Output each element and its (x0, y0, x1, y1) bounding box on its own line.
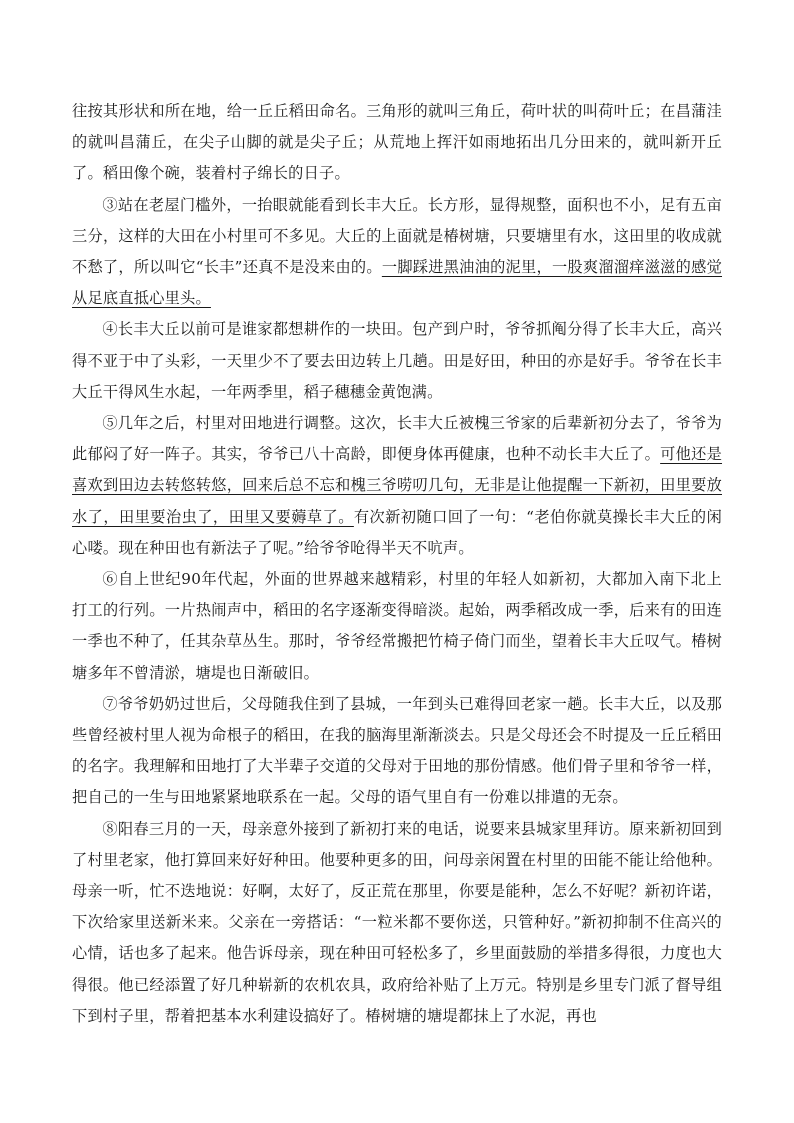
paragraph-5 (72, 408, 722, 564)
paragraph-6-text: ⑥自上世纪90年代起，外面的世界越来越精彩，村里的年轻人如新初，大都加入南下北上打工的行列。一片热闹声中，稻田的名字逐渐变得暗淡。起始，两季稻改成一季，后来有的田连一季也不种了，任其杂草丛生。那时，爷爷经常搬把竹椅子倚门而坐，望着长丰大丘叹气。椿树塘多年不曾清淤，塘堤也日渐破旧。 (72, 570, 722, 682)
paragraph-4-text: ④长丰大丘以前可是谁家都想耕作的一块田。包产到户时，爷爷抓阄分得了长丰大丘，高兴得不亚于中了头彩，一天里少不了要去田边转上几趟。田是好田，种田的亦是好手。爷爷在长丰大丘干得风生水起，一年两季里，稻子穗穗金黄饱满。 (72, 320, 722, 401)
paragraph-7 (72, 689, 722, 814)
paragraph-6 (72, 564, 722, 689)
paragraph-3 (72, 190, 722, 315)
paragraph-8 (72, 814, 722, 1032)
article-body (72, 96, 722, 1032)
paragraph-3-text: ③站在老屋门槛外，一抬眼就能看到长丰大丘。长方形，显得规整，面积也不小，足有五亩三分，这样的大田在小村里可不多见。大丘的上面就是椿树塘，只要塘里有水，这田里的收成就不愁了，所以叫它“长丰”还真不是没来由的。 (72, 195, 722, 277)
paragraph-5-underlined-sentence: 可他还是喜欢到田边去转悠转悠，回来后总不忘和槐三爷唠叨几句，无非是让他提醒一下新初，田里要放水了，田里要治虫了，田里又要薅草了。 (72, 445, 723, 526)
paragraph-4 (72, 314, 722, 408)
paragraph-8-text: ⑧阳春三月的一天，母亲意外接到了新初打来的电话，说要来县城家里拜访。原来新初回到了村里老家，他打算回来好好种田。他要种更多的田，问母亲闲置在村里的田能不能让给他种。母亲一听，忙不迭地说：好啊，太好了，反正荒在那里，你要是能种，怎么不好呢？新初许诺，下次给家里送新米来。父亲在一旁搭话：“一粒米都不要你送，只管种好。”新初抑制不住高兴的心情，话也多了起来。他告诉母亲，现在种田可轻松多了，乡里面鼓励的举措多得很，力度也大得很。他已经添置了好几种崭新的农机农具，政府给补贴了上万元。特别是乡里专门派了督导组下到村子里，帮着把基本水利建设搞好了。椿树塘的塘堤都抹上了水泥，再也 (72, 819, 722, 1025)
paragraph-5-text: ⑤几年之后，村里对田地进行调整。这次，长丰大丘被槐三爷家的后辈新初分去了，爷爷为此郁闷了好一阵子。其实，爷爷已八十高龄，即便身体再健康，也种不动长丰大丘了。 (72, 414, 722, 464)
paragraph-3-underlined-sentence: 一脚踩进黑油油的泥里，一股爽溜溜痒滋滋的感觉从足底直抵心里头。 (72, 258, 723, 308)
paragraph-2-text: 往按其形状和所在地，给一丘丘稻田命名。三角形的就叫三角丘，荷叶状的叫荷叶丘；在昌蒲洼的就叫昌蒲丘，在尖子山脚的就是尖子丘；从荒地上挥汗如雨地拓出几分田来的，就叫新开丘了。稻田像个碗，装着村子绵长的日子。 (72, 102, 722, 183)
paragraph-2-continuation (72, 96, 722, 190)
paragraph-7-text: ⑦爷爷奶奶过世后，父母随我住到了县城，一年到头已难得回老家一趟。长丰大丘，以及那些曾经被村里人视为命根子的稻田，在我的脑海里渐渐淡去。只是父母还会不时提及一丘丘稻田的名字。我理解和田地打了大半辈子交道的父母对于田地的那份情感。他们骨子里和爷爷一样，把自己的一生与田地紧紧地联系在一起。父母的语气里自有一份难以排遣的无奈。 (72, 694, 722, 807)
paragraph-5-tail: 有次新初随口回了一句：“老伯你就莫操长丰大丘的闲心喽。现在种田也有新法子了呢。”给爷爷呛得半天不吭声。 (72, 507, 723, 557)
